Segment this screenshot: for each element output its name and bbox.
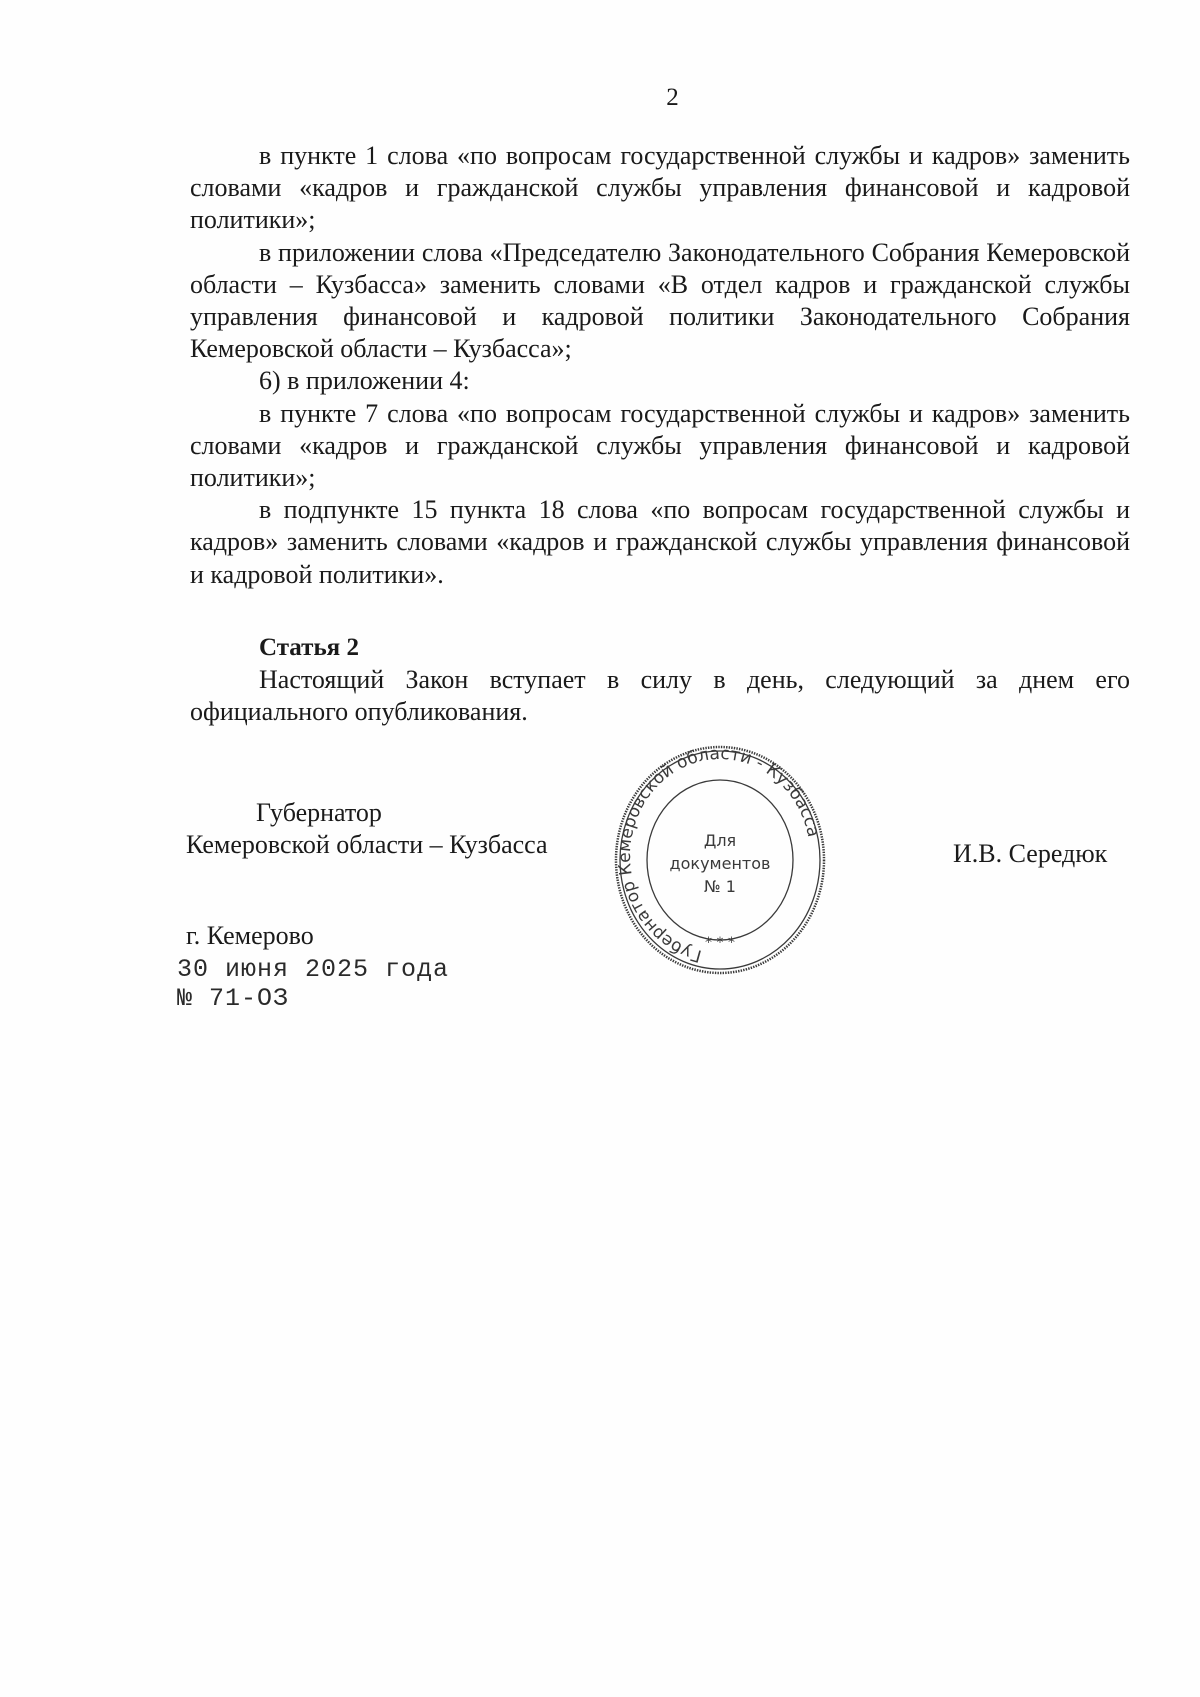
place-of-signing: г. Кемерово [186, 921, 314, 950]
official-seal [614, 742, 826, 978]
seal-ring-text: Губернатор Кемеровской области - Кузбасса [614, 743, 824, 966]
page-number: 2 [666, 84, 679, 111]
article-text: Настоящий Закон вступает в силу в день, следующий за днем его официального опубликования. [190, 665, 1130, 727]
signatory-name: И.В. Середюк [953, 839, 1108, 868]
seal-graphic [614, 742, 826, 978]
paragraph: 6) в приложении 4: [259, 366, 470, 396]
signing-date: 30 июня 2025 года [177, 955, 450, 984]
seal-stars: * * * [705, 935, 735, 951]
paragraph: в пункте 7 слова «по вопросам государственной службы и кадров» заменить словами «кадров и гражданской службы управления финансовой и кадровой политики»; [190, 398, 1130, 493]
signatory-region: Кемеровской области – Кузбасса [186, 830, 548, 859]
document-body [190, 140, 1130, 591]
seal-center-line-3: № 1 [704, 877, 736, 896]
signatory-title: Губернатор [256, 798, 382, 827]
law-number: № 71-ОЗ [177, 984, 290, 1013]
paragraph: в приложении слова «Председателю Законодательного Собрания Кемеровской области – Кузбасса» заменить словами «В отдел кадров и гражданской службы управления финансовой и кадровой политики Законодательного Собрания Кемеровской области – Кузбасса»; [190, 237, 1130, 364]
article-title: Статья 2 [259, 634, 359, 661]
paragraph: в пункте 1 слова «по вопросам государственной службы и кадров» заменить словами «кадров и гражданской службы управления финансовой и кадровой политики»; [190, 141, 1130, 235]
seal-center-line-1: Для [703, 831, 737, 850]
paragraph: в подпункте 15 пункта 18 слова «по вопросам государственной службы и кадров» заменить словами «кадров и гражданской службы управления финансовой и кадровой политики». [190, 495, 1130, 589]
seal-center-line-2: документов [669, 854, 771, 873]
article-2 [190, 632, 1130, 729]
